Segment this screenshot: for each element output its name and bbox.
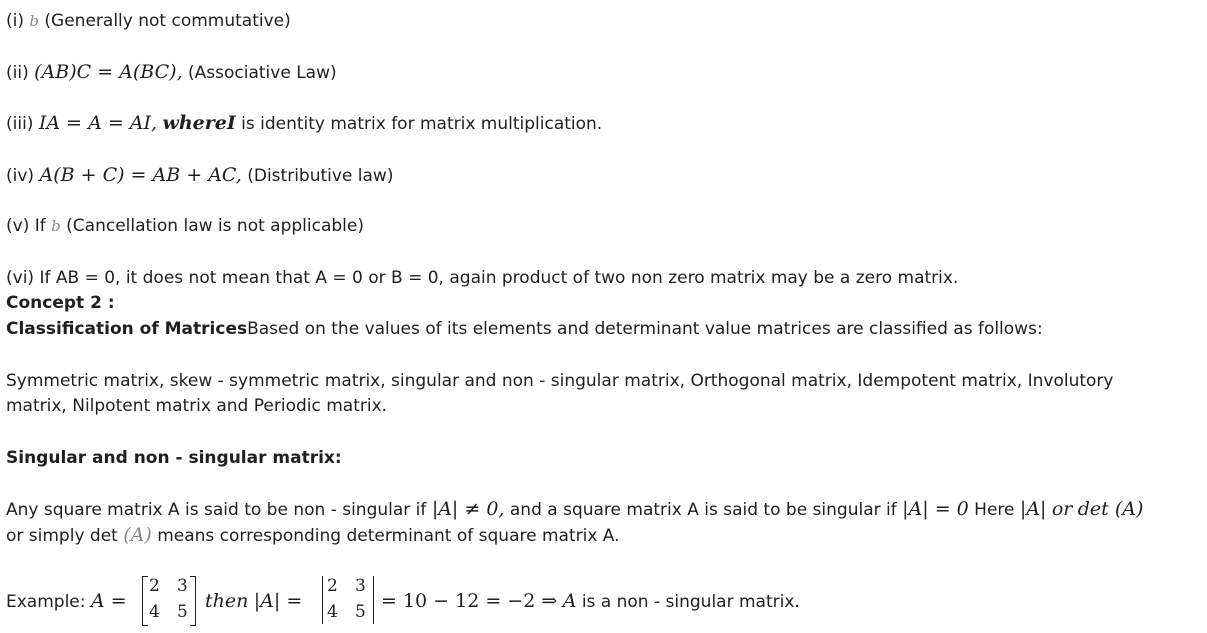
matrix-cell: 5 — [177, 602, 188, 622]
property-v — [6, 215, 364, 237]
formula: A(B + C) = AB + AC, — [39, 164, 242, 186]
math-or: or — [1051, 498, 1073, 520]
classification-heading: Classification of Matrices — [6, 319, 248, 339]
singular-heading: Singular and non - singular matrix: — [6, 448, 342, 468]
conclusion-text: is a non - singular matrix. — [581, 592, 800, 612]
formula: (AB)C = A(BC), — [34, 61, 183, 83]
item-text: (Generally not commutative) — [44, 11, 291, 31]
math-det: det (A) — [1077, 498, 1144, 520]
matrix-cell: 3 — [177, 576, 188, 596]
text: or simply det — [6, 526, 118, 546]
item-text: is identity matrix for matrix multiplication. — [241, 114, 603, 134]
symbol-b: b — [51, 217, 61, 235]
types-line-2: matrix, Nilpotent matrix and Periodic matrix. — [6, 396, 388, 416]
math-not-zero: |A| ≠ 0, — [431, 498, 505, 520]
det-cell: 4 — [327, 602, 338, 622]
item-text: (Associative Law) — [188, 63, 337, 83]
text: means corresponding determinant of square matrix A. — [157, 526, 620, 546]
math-result: = 10 − 12 = −2 ⇒ — [381, 590, 558, 612]
example-then — [205, 590, 302, 613]
property-iii — [6, 112, 602, 135]
item-text: If AB = 0, it does not mean that A = 0 or B = 0, again product of two non zero matrix may be a zero matrix. — [39, 268, 959, 288]
text: Any square matrix A is said to be non - singular if — [6, 500, 427, 520]
item-number: (vi) — [6, 268, 35, 288]
math-then: then — [205, 590, 249, 612]
property-vi — [6, 267, 958, 289]
item-number: (ii) — [6, 63, 29, 83]
property-i — [6, 10, 291, 32]
types-line-1: Symmetric matrix, skew - symmetric matrix, singular and non - singular matrix, Orthogonal matrix, Idempotent matrix, Involutory — [6, 371, 1114, 391]
text: and a square matrix A is said to be singular if — [509, 500, 897, 520]
property-ii — [6, 61, 337, 84]
property-iv — [6, 164, 393, 187]
if-text: If — [34, 216, 46, 236]
example-text: Example: — [6, 592, 86, 612]
left-bracket — [142, 576, 148, 626]
det-cell: 5 — [355, 602, 366, 622]
text: Here — [974, 500, 1015, 520]
item-text: (Cancellation law is not applicable) — [66, 216, 364, 236]
item-number: (iv) — [6, 166, 35, 186]
math-var: A — [562, 590, 577, 612]
det-cell: 2 — [327, 576, 338, 596]
math-a: (A) — [123, 524, 152, 546]
singular-paragraph-line-2 — [6, 524, 620, 547]
math-det-lhs: |A| = — [253, 590, 303, 612]
classification-line — [6, 318, 1043, 340]
example-label — [6, 590, 127, 613]
det-cell: 3 — [355, 576, 366, 596]
matrix-cell: 2 — [149, 576, 160, 596]
item-number: (iii) — [6, 114, 34, 134]
example-matrix — [142, 576, 196, 626]
left-bar — [322, 576, 323, 624]
math-det-abs: |A| — [1019, 498, 1047, 520]
example-determinant — [322, 576, 374, 626]
item-number: (i) — [6, 11, 24, 31]
classification-text: Based on the values of its elements and determinant value matrices are classified as follows: — [247, 319, 1043, 339]
right-bracket — [190, 576, 196, 626]
singular-paragraph-line-1 — [6, 498, 1143, 521]
right-bar — [373, 576, 374, 624]
math-lhs: A = — [90, 590, 127, 612]
math-equals-zero: |A| = 0 — [902, 498, 969, 520]
formula: IA = A = AI, — [38, 112, 158, 134]
where-text: whereI — [162, 112, 236, 134]
concept-heading: Concept 2 : — [6, 293, 115, 313]
item-number: (v) — [6, 216, 30, 236]
matrix-cell: 4 — [149, 602, 160, 622]
example-result — [381, 590, 800, 613]
item-text: (Distributive law) — [247, 166, 394, 186]
symbol-b: b — [29, 12, 40, 30]
